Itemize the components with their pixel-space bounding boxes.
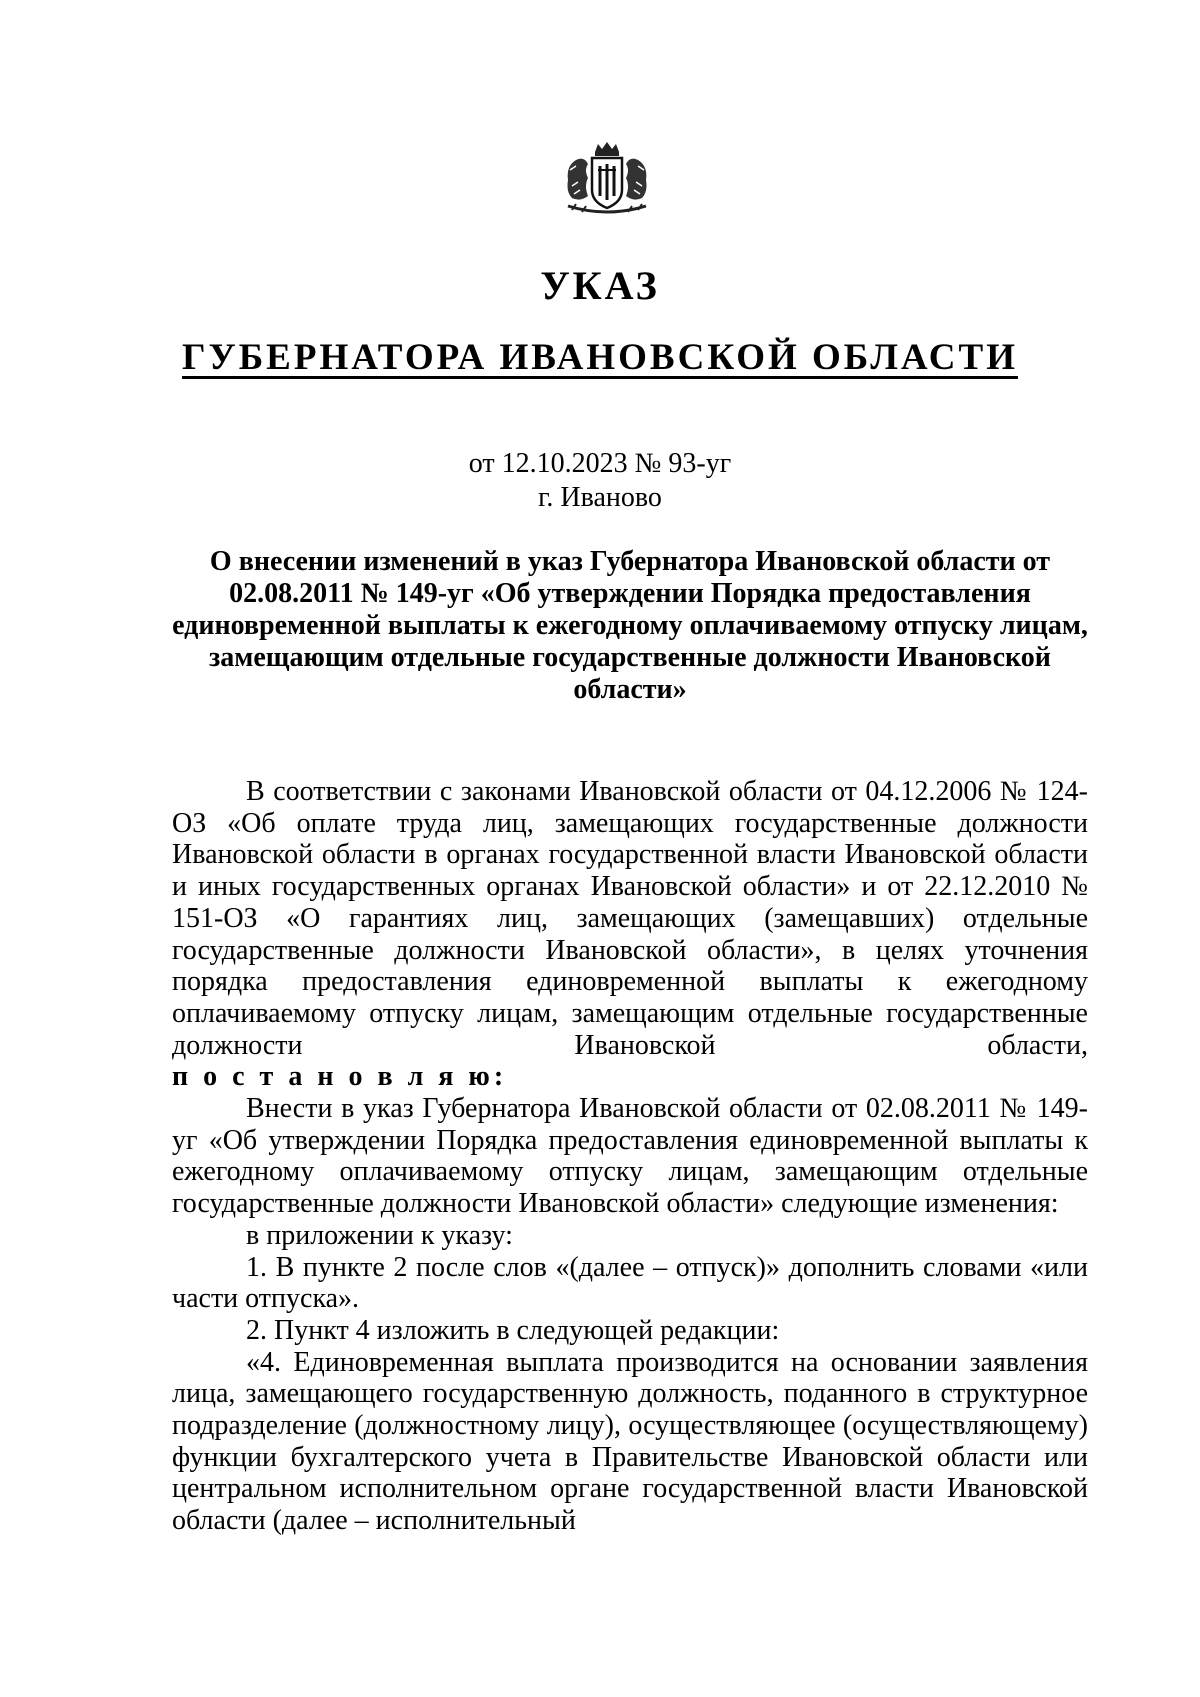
- issuer-title-text: ГУБЕРНАТОРА ИВАНОВСКОЙ ОБЛАСТИ: [182, 337, 1018, 378]
- document-city: г. Иваново: [538, 482, 662, 513]
- appendix-paragraph: в приложении к указу:: [246, 1219, 513, 1251]
- item-1-paragraph: 1. В пункте 2 после слов «(далее – отпуск)» дополнить словами «или части отпуска».: [172, 1251, 1088, 1315]
- document-body: [172, 776, 1088, 1537]
- coat-of-arms-icon: [562, 140, 652, 220]
- issuer-title: [0, 336, 1200, 379]
- resolve-line: [172, 1061, 1088, 1093]
- preamble-paragraph: [172, 776, 1088, 1061]
- document-type-title: УКАЗ: [540, 263, 660, 308]
- preamble-text: В соответствии с законами Ивановской области от 04.12.2006 № 124-ОЗ «Об оплате труда лиц, замещающих государственные должности Ивановской области в органах государственной власти Ивановской области и иных государственных органах Ивановской области» и от 22.12.2010 № 151-ОЗ «О гарантиях лиц, замещающих (замещавших) отдельные государственные должности Ивановской области», в целях уточнения порядка предоставления единовременной выплаты к ежегодному оплачиваемому отпуску лицам, замещающим отдельные государственные должности Ивановской области,: [172, 776, 1088, 1061]
- document-heading: О внесении изменений в указ Губернатора Ивановской области от 02.08.2011 № 149-уг «Об утверждении Порядка предоставления единовременной выплаты к ежегодному оплачиваемому отпуску лицам, замещающим отдельные государственные должности Ивановской области»: [172, 546, 1088, 705]
- item-2-paragraph: 2. Пункт 4 изложить в следующей редакции:: [246, 1314, 780, 1346]
- item-2-text-paragraph: «4. Единовременная выплата производится на основании заявления лица, замещающего государственную должность, поданного в структурное подразделение (должностному лицу), осуществляющее (осуществляющему) функции бухгалтерского учета в Правительстве Ивановской области или центральном исполнительном органе государственной власти Ивановской области (далее – исполнительный: [172, 1346, 1088, 1537]
- intro-paragraph: Внести в указ Губернатора Ивановской области от 02.08.2011 № 149-уг «Об утверждении Порядка предоставления единовременной выплаты к ежегодному оплачиваемому отпуску лицам, замещающим отдельные государственные должности Ивановской области» следующие изменения:: [172, 1093, 1088, 1220]
- document-date-number: от 12.10.2023 № 93-уг: [468, 448, 732, 479]
- resolve-word: п о с т а н о в л я ю:: [172, 1061, 508, 1093]
